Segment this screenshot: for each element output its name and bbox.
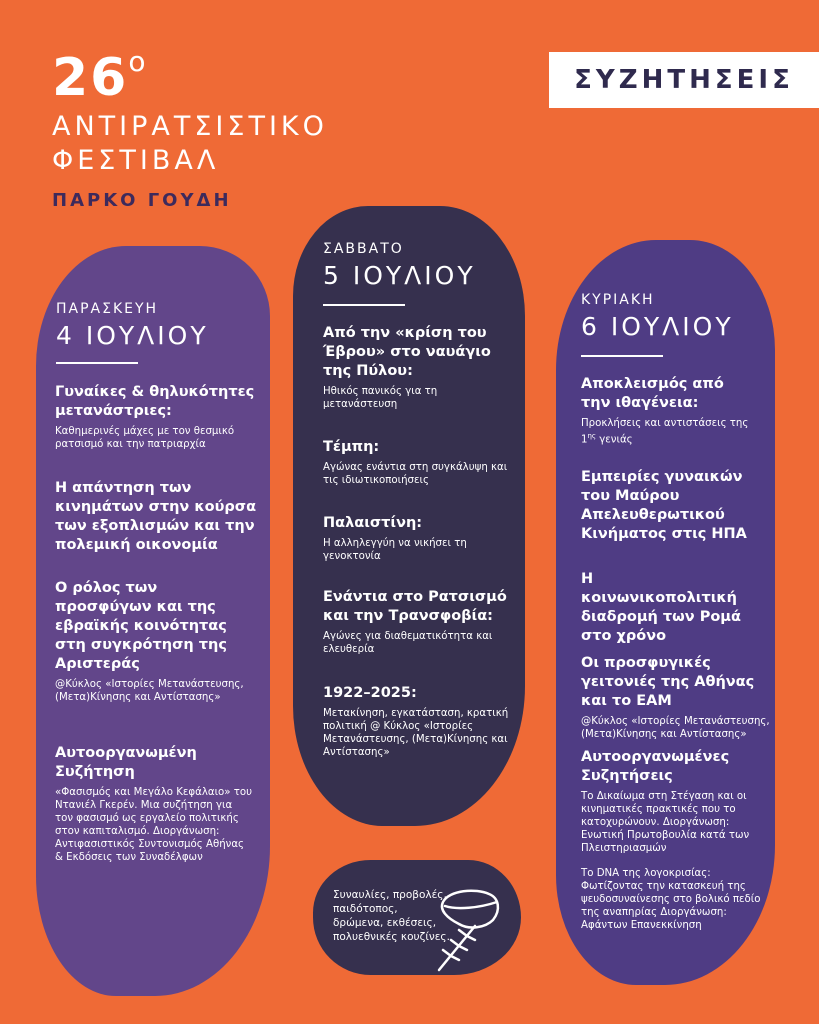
friday-date: 4 ΙΟΥΛΙΟΥ xyxy=(56,321,209,350)
sunday-day: ΚΥΡΙΑΚΗ xyxy=(581,292,655,308)
sunday-date: 6 ΙΟΥΛΙΟΥ xyxy=(581,312,734,341)
saturday-talk-1: Από την «κρίση του Έβρου» στο ναυάγιο της Πύλου: Ηθικός πανικός για τη μετανάστευση xyxy=(323,325,491,410)
extras-text: Συναυλίες, προβολές, παιδότοπος, δρώμενα, εκθέσεις, πολυεθνικές κουζίνες. xyxy=(333,889,450,943)
friday-talk-2: Η απάντηση των κινημάτων στην κούρσα των εξοπλισμών και την πολεμική οικονομία xyxy=(55,480,257,553)
degree-mark: ο xyxy=(128,45,148,78)
sunday-column xyxy=(556,240,775,985)
festival-title-line1: ΑΝΤΙΡΑΤΣΙΣΤΙΚΟ xyxy=(52,111,328,142)
sunday-talk-1: Αποκλεισμός από την ιθαγένεια: Προκλήσεις και αντιστάσεις της $1^{\eta\varsigma}$ γενιάς xyxy=(581,376,749,446)
saturday-talk-5: 1922–2025: Μετακίνηση, εγκατάσταση, κρατική πολιτική @ Κύκλος «Ιστορίες Μετανάστευσης, (Μετα)Κίνησης και Αντίστασης» xyxy=(323,685,509,758)
festival-header xyxy=(52,34,328,211)
saturday-talk-3: Παλαιστίνη: Η αλληλεγγύη να νικήσει τη γενοκτονία xyxy=(323,515,467,562)
sunday-divider xyxy=(581,355,663,357)
friday-day: ΠΑΡΑΣΚΕΥΗ xyxy=(56,301,159,317)
discussions-badge: ΣΥΖΗΤΗΣΕΙΣ xyxy=(549,52,819,108)
friday-divider xyxy=(56,362,138,364)
saturday-talk-4: Ενάντια στο Ρατσισμό και την Τρανσφοβία: Αγώνες για διαθεματικότητα και ελευθερία xyxy=(323,589,507,655)
sunday-talk-2: Εμπειρίες γυναικών του Μαύρου Απελευθερωτικού Κινήματος στις ΗΠΑ xyxy=(581,469,747,542)
saturday-talk-2: Τέμπη: Αγώνας ενάντια στη συγκάλυψη και τις ιδιωτικοποιήσεις xyxy=(323,439,508,486)
friday-talk-1: Γυναίκες & θηλυκότητες μετανάστριες: Καθημερινές μάχες με τον θεσμικό ρατσισμό και την πατριαρχία xyxy=(55,384,255,450)
friday-column xyxy=(36,246,270,996)
sunday-talk-3: Η κοινωνικοπολιτική διαδρομή των Ρομά στο χρόνο xyxy=(581,571,741,644)
extras-bubble xyxy=(313,860,521,975)
saturday-date: 5 ΙΟΥΛΙΟΥ xyxy=(323,261,476,290)
saturday-divider xyxy=(323,304,405,306)
festival-venue: ΠΑΡΚΟ ΓΟΥΔΗ xyxy=(52,190,232,211)
sunday-talk-4: Οι προσφυγικές γειτονιές της Αθήνας και το ΕΑΜ @Κύκλος «Ιστορίες Μετανάστευσης, (Μετα)Κίνησης και Αντίστασης» xyxy=(581,655,770,740)
flower-icon xyxy=(421,880,511,975)
sunday-talk-5: Αυτοοργανωμένες Συζητήσεις Το Δικαίωμα στη Στέγαση και οι κινηματικές πρακτικές που το κατοχυρώνουν. Διοργάνωση: Ενωτική Πρωτοβουλία κατά των Πλειστηριασμών Το DNA της λογοκρισίας: Φωτίζοντας την κατασκευή της ψευδοσυναίνεσης στο βολικό πεδίο της αναπηρίας Διοργάνωση: Αφάντων Επανεκκίνηση xyxy=(581,749,761,931)
saturday-column xyxy=(293,206,525,826)
festival-number: $26^o$ xyxy=(52,45,148,108)
festival-title-line2: ΦΕΣΤΙΒΑΛ xyxy=(52,145,220,176)
friday-talk-3: Ο ρόλος των προσφύγων και της εβραϊκής κοινότητας στη συγκρότηση της Αριστεράς @Κύκλος «Ιστορίες Μετανάστευσης, (Μετα)Κίνησης και Αντίστασης» xyxy=(55,580,244,703)
saturday-day: ΣΑΒΒΑΤΟ xyxy=(323,241,404,257)
friday-talk-4: Αυτοοργανωμένη Συζήτηση «Φασισμός και Μεγάλο Κεφάλαιο» του Ντανιέλ Γκερέν. Μια συζήτηση για τον φασισμό ως εργαλείο πολιτικής στον καπιταλισμό. Διοργάνωση: Αντιφασιστικός Συντονισμός Αθήνας & Εκδόσεις των Συναδέλφων xyxy=(55,745,252,863)
